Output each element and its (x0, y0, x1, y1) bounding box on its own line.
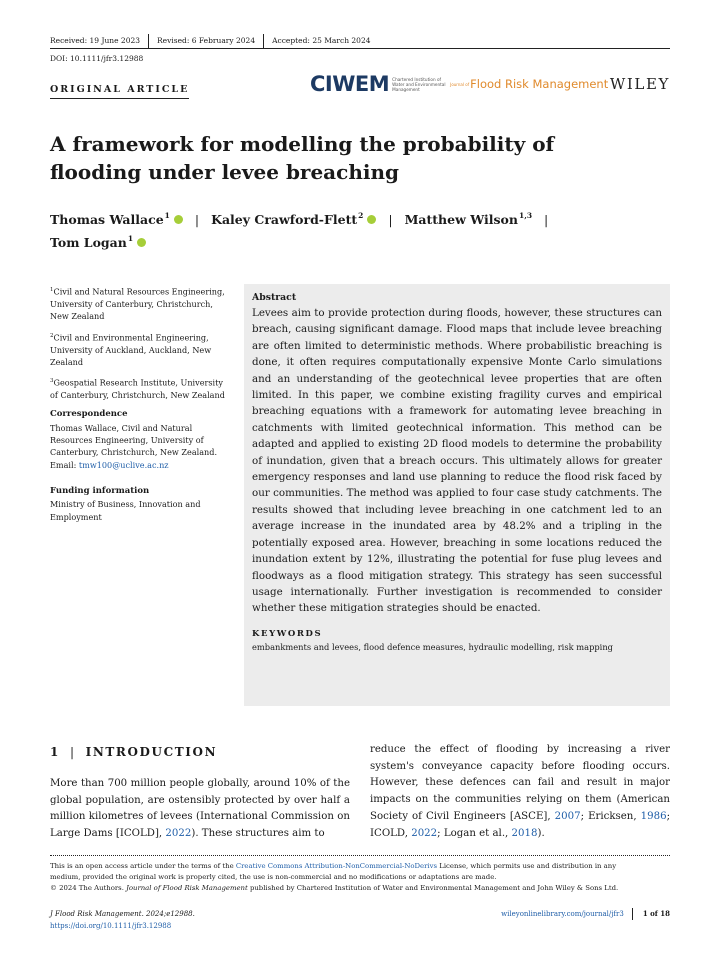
footer-citation: J Flood Risk Management. 2024;e12988. https://doi.org/10.1111/jfr3.12988 (50, 910, 195, 930)
orcid-icon[interactable] (367, 215, 376, 224)
abstract-heading: Abstract (252, 292, 297, 303)
article-type: ORIGINAL ARTICLE (50, 84, 189, 99)
citation-link[interactable]: 2018 (511, 827, 538, 839)
journal-logo-prefix: Journal of (450, 81, 470, 87)
author-line-1 (50, 212, 560, 227)
affiliation: $^3$Geospatial Research Institute, University of Canterbury, Christchurch, New Zealand (50, 377, 225, 401)
keywords-heading: KEYWORDS (252, 628, 323, 639)
intro-right-column: reduce the effect of flooding by increasing a river system's conveyance capacity before flooding occurs. However, these defences can fail and result in major impacts on the communities relying on them (American Society of Civil Engineers [ASCE], 2007; Ericksen, 1986; ICOLD, 2022; Logan et al., 2018). (370, 744, 670, 839)
keywords: embankments and levees, flood defence measures, hydraulic modelling, risk mapping (252, 641, 613, 652)
section-separator: | (69, 745, 76, 759)
author[interactable]: Kaley Crawford-Flett $^2$ (211, 212, 376, 227)
orcid-icon[interactable] (174, 215, 183, 224)
article-dates (50, 33, 670, 49)
author[interactable]: Thomas Wallace $^1$ (50, 212, 183, 227)
section-number: 1 (50, 745, 60, 759)
author[interactable]: Tom Logan $^1$ (50, 235, 146, 250)
publisher-logos (310, 72, 670, 96)
email-link[interactable]: tmw100@uclive.ac.nz (78, 459, 169, 470)
citation-link[interactable]: 2007 (554, 810, 581, 822)
wiley-logo: WILEY (609, 75, 670, 93)
accepted-date: Accepted: 25 March 2024 (272, 36, 371, 45)
author-separator: | (544, 212, 549, 227)
received-date: Received: 19 June 2023 (50, 36, 141, 45)
funding-heading: Funding information (50, 485, 150, 496)
section-heading (50, 745, 217, 759)
doi-header[interactable]: DOI: 10.1111/jfr3.12988 (50, 54, 144, 63)
author[interactable]: Matthew Wilson $^{1,3}$ (404, 211, 533, 227)
doi-link[interactable]: https://doi.org/10.1111/jfr3.12988 (50, 922, 172, 930)
ciwem-logo: CIWEM (310, 72, 390, 96)
author-separator: | (388, 212, 393, 227)
section-title: INTRODUCTION (85, 745, 218, 759)
article-title: A framework for modelling the probability of flooding under levee breaching (50, 132, 555, 184)
author-separator: | (194, 212, 200, 227)
license-link[interactable]: Creative Commons Attribution-NonCommercial-NoDerivs (235, 862, 438, 870)
intro-left-column: More than 700 million people globally, around 10% of the global population, are ostensibly protected by over half a million kilometres of levees (International Commission on Large Dams [ICOLD], 2022). These structures aim to (50, 778, 350, 840)
abstract-box (244, 284, 670, 706)
license-notice: This is an open access article under the terms of the Creative Commons Attribution-NonCommercial-NoDerivs License, which permits use and distribution in any medium, provided the original work is properly cited, the use is non-commercial and no modifications or adaptations are made. © 2024 The Authors. Journal of Flood Risk Management published by Chartered Institution of Water and Environmental Management and John Wiley & Sons Ltd. (50, 855, 670, 894)
ciwem-logo-subtitle: Chartered Institution of Water and Environmental Management (392, 76, 446, 92)
correspondence-text: Thomas Wallace, Civil and Natural Resources Engineering, University of Canterbury, Christchurch, New Zealand. Email: tmw100@uclive.ac.nz (50, 422, 218, 470)
citation-link[interactable]: 2022 (165, 828, 192, 840)
citation-link[interactable]: 2022 (411, 827, 438, 839)
affiliation: $^1$Civil and Natural Resources Engineering, University of Canterbury, Christchurch, New Zealand (50, 286, 225, 322)
funding-text: Ministry of Business, Innovation and Employment (50, 499, 201, 522)
sidebar-info (50, 284, 230, 523)
revised-date: Revised: 6 February 2024 (157, 36, 256, 45)
page-number: 1 of 18 (642, 909, 670, 918)
correspondence-heading: Correspondence (50, 409, 128, 420)
journal-logo-title: Flood Risk Management (470, 77, 609, 91)
citation-link[interactable]: 1986 (640, 810, 667, 822)
author-line-2 (50, 235, 146, 250)
footer-separator (632, 908, 633, 920)
abstract-text: Levees aim to provide protection during floods, however, these structures can breach, causing significant damage. Flood maps that include levee breaching are often limited to deterministic methods. Where probabilistic breaching is done, it often requires computationally expensive Monte Carlo simulations and an understanding of the geotechnical levee properties that are often limited. In this paper, we combine existing fragility curves and empirical breaching equations with a framework for automating levee breaching in catchments with limited geotechnical information. This method can be adapted and applied to existing 2D flood models to determine the probability of inundation, given that a breach occurs. This ultimately allows for greater emergency responses and land use planning to reduce the flood risk faced by our communities. The method was applied to four case study catchments. The results showed that including levee breaching in one catchment led to an average increase in the inundated area by 48.2% and a tripling in the potentially exposed area. However, breaching in some locations reduced the inundation extent by 12%, illustrating the potential for fuse plug levees and floodways as a flood mitigation strategy. This strategy has seen successful usage internationally. Further investigation is recommended to consider whether these mitigation strategies should be enacted. (252, 307, 662, 615)
journal-site-link[interactable]: wileyonlinelibrary.com/journal/jfr3 (501, 910, 624, 918)
journal-logo (450, 77, 608, 91)
affiliation: $^2$Civil and Environmental Engineering, University of Auckland, Auckland, New Zealand (50, 332, 212, 367)
footer-right (501, 908, 670, 920)
orcid-icon[interactable] (137, 238, 146, 247)
